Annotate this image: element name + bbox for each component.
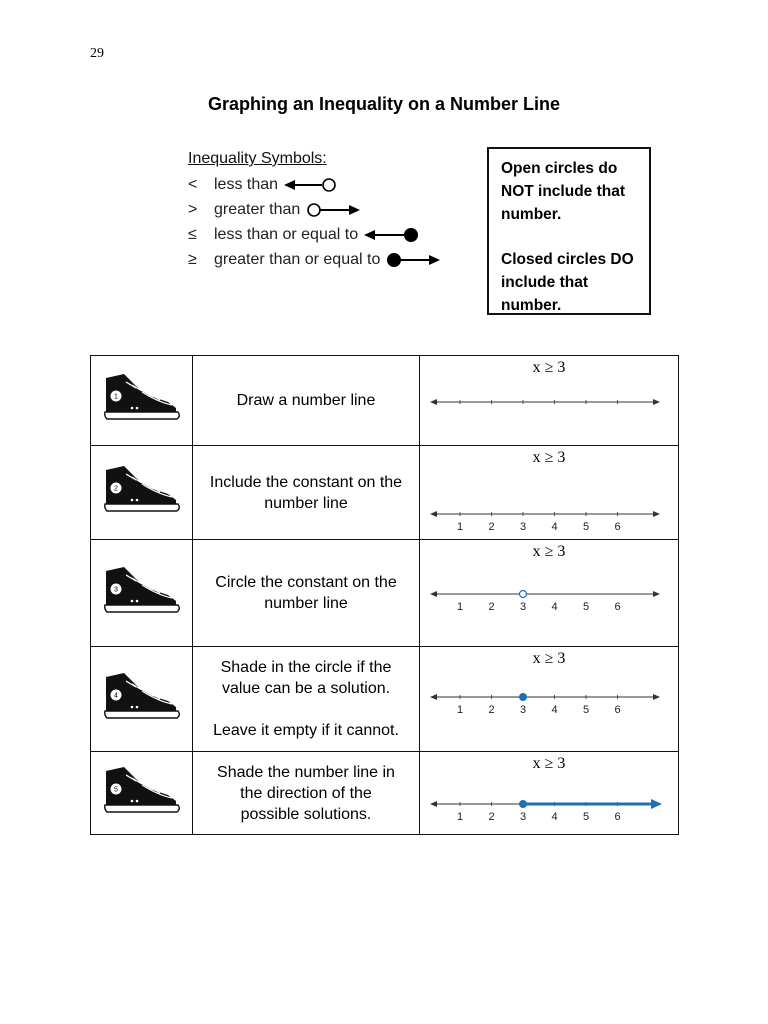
inequality-label: x ≥ 3 [532, 359, 566, 376]
tick-label: 5 [582, 521, 590, 533]
tick-label: 2 [488, 601, 495, 613]
legend-row-less-or-equal [188, 222, 478, 247]
right-arrowhead [653, 511, 660, 517]
shoe-cell [91, 356, 193, 446]
page-number: 29 [90, 46, 104, 61]
step-row [91, 540, 679, 647]
tick-label: 6 [614, 601, 621, 613]
step-number: 2 [113, 485, 118, 493]
left-arrowhead [430, 399, 437, 405]
closed-circle [519, 800, 527, 808]
number-line [420, 508, 678, 538]
steps-table [90, 355, 679, 835]
tick-label: 6 [614, 811, 621, 823]
instruction-cell [193, 540, 420, 647]
graph-cell [420, 647, 679, 752]
tick-label: 1 [456, 601, 464, 613]
tick-label: 2 [488, 811, 495, 823]
tick-label: 5 [582, 811, 590, 823]
tick-label: 3 [519, 601, 527, 613]
instruction-line: Include the constant on the [209, 473, 403, 491]
tick-label: 6 [614, 704, 621, 716]
tick-label: 5 [582, 601, 590, 613]
instruction-line: value can be a solution. [221, 680, 391, 697]
greater-or-equal-symbol: ≥ [188, 250, 197, 268]
solution-arrowhead [651, 799, 662, 809]
graph-cell [420, 540, 679, 647]
tick-label: 4 [551, 811, 558, 823]
instruction-cell [193, 647, 420, 752]
step-number: 4 [113, 692, 118, 699]
less-or-equal-symbol: ≤ [188, 225, 197, 243]
tick-label: 1 [456, 704, 464, 716]
instruction-line [193, 699, 419, 720]
tick-label: 1 [456, 521, 464, 533]
instruction-cell [193, 446, 420, 540]
less-than-label: less than [214, 175, 279, 193]
tick-label: 1 [456, 811, 464, 823]
legend-row-greater-or-equal [188, 247, 478, 272]
closed-circle-note-line: number. [501, 297, 562, 314]
left-arrowhead [430, 511, 437, 517]
tick-label: 2 [488, 521, 495, 533]
inequality-label: x ≥ 3 [532, 543, 566, 560]
shoe-cell [91, 446, 193, 540]
right-arrow-closed-circle-icon [386, 252, 442, 268]
step-number: 5 [113, 786, 118, 793]
shoe-cell [91, 752, 193, 835]
less-than-symbol: < [188, 175, 198, 193]
step-row [91, 356, 679, 446]
number-line [420, 588, 678, 618]
number-line [420, 691, 678, 721]
instruction-cell [193, 356, 420, 446]
inequality-symbols-legend [188, 150, 478, 272]
sneaker-icon [102, 464, 182, 516]
tick-label: 3 [519, 704, 527, 716]
left-arrowhead [430, 801, 437, 807]
right-arrowhead [653, 399, 660, 405]
step-row [91, 446, 679, 540]
left-arrow-closed-circle-icon [364, 227, 420, 243]
open-circle-note-line: NOT include that [501, 183, 625, 200]
tick-label: 3 [519, 521, 527, 533]
left-arrowhead [430, 591, 437, 597]
sneaker-icon [102, 765, 182, 817]
inequality-label: x ≥ 3 [532, 755, 566, 772]
page-title: Graphing an Inequality on a Number Line [207, 94, 561, 114]
circle-note-box [487, 147, 651, 315]
legend-heading [188, 150, 478, 168]
sneaker-icon [102, 565, 182, 617]
left-arrowhead [430, 694, 437, 700]
sneaker-icon [102, 671, 182, 723]
instruction-line: number line [264, 595, 348, 612]
instruction-line: Shade in the circle if the [220, 659, 392, 676]
left-arrow-open-circle-icon [284, 177, 338, 193]
open-circle [520, 591, 527, 598]
number-line [420, 396, 678, 422]
graph-cell [420, 752, 679, 835]
sneaker-icon [102, 372, 182, 424]
open-circle-note-line: number. [501, 206, 562, 223]
inequality-label: x ≥ 3 [532, 449, 566, 466]
step-number: 3 [113, 586, 118, 593]
tick-label: 3 [519, 811, 527, 823]
shoe-cell [91, 540, 193, 647]
graph-cell [420, 446, 679, 540]
tick-label: 6 [614, 521, 621, 533]
tick-label: 5 [582, 704, 590, 716]
closed-circle-note-line: include that [501, 274, 588, 291]
step-row [91, 647, 679, 752]
right-arrowhead [653, 591, 660, 597]
legend-row-less-than [188, 172, 478, 197]
instruction-line: Leave it empty if it cannot. [213, 722, 399, 739]
tick-label: 2 [488, 704, 495, 716]
instruction-line: number line [264, 494, 348, 512]
closed-circle-note-line: Closed circles DO [501, 251, 634, 268]
closed-circle [519, 693, 527, 701]
instruction-line: the direction of the [240, 784, 372, 802]
legend-heading-colon: : [322, 150, 327, 167]
tick-label: 4 [551, 704, 558, 716]
greater-than-symbol: > [188, 200, 198, 218]
instruction-line: Draw a number line [236, 392, 376, 409]
tick-label: 4 [551, 601, 558, 613]
legend-row-greater-than [188, 197, 478, 222]
instruction-cell [193, 752, 420, 835]
inequality-label: x ≥ 3 [532, 650, 566, 667]
step-number: 1 [113, 393, 118, 401]
right-arrow-open-circle-icon [306, 202, 362, 218]
greater-or-equal-label: greater than or equal to [214, 250, 381, 268]
number-line [420, 798, 678, 828]
greater-than-label: greater than [214, 200, 301, 218]
less-or-equal-label: less than or equal to [214, 225, 359, 243]
instruction-line: Circle the constant on the [215, 574, 397, 591]
right-arrowhead [653, 694, 660, 700]
tick-label: 4 [551, 521, 558, 533]
shoe-cell [91, 647, 193, 752]
step-row [91, 752, 679, 835]
instruction-line: Shade the number line in [217, 763, 395, 781]
instruction-line: possible solutions. [240, 805, 372, 823]
open-circle-note-line: Open circles do [501, 160, 618, 177]
graph-cell [420, 356, 679, 446]
legend-heading-text: Inequality Symbols [188, 150, 323, 167]
